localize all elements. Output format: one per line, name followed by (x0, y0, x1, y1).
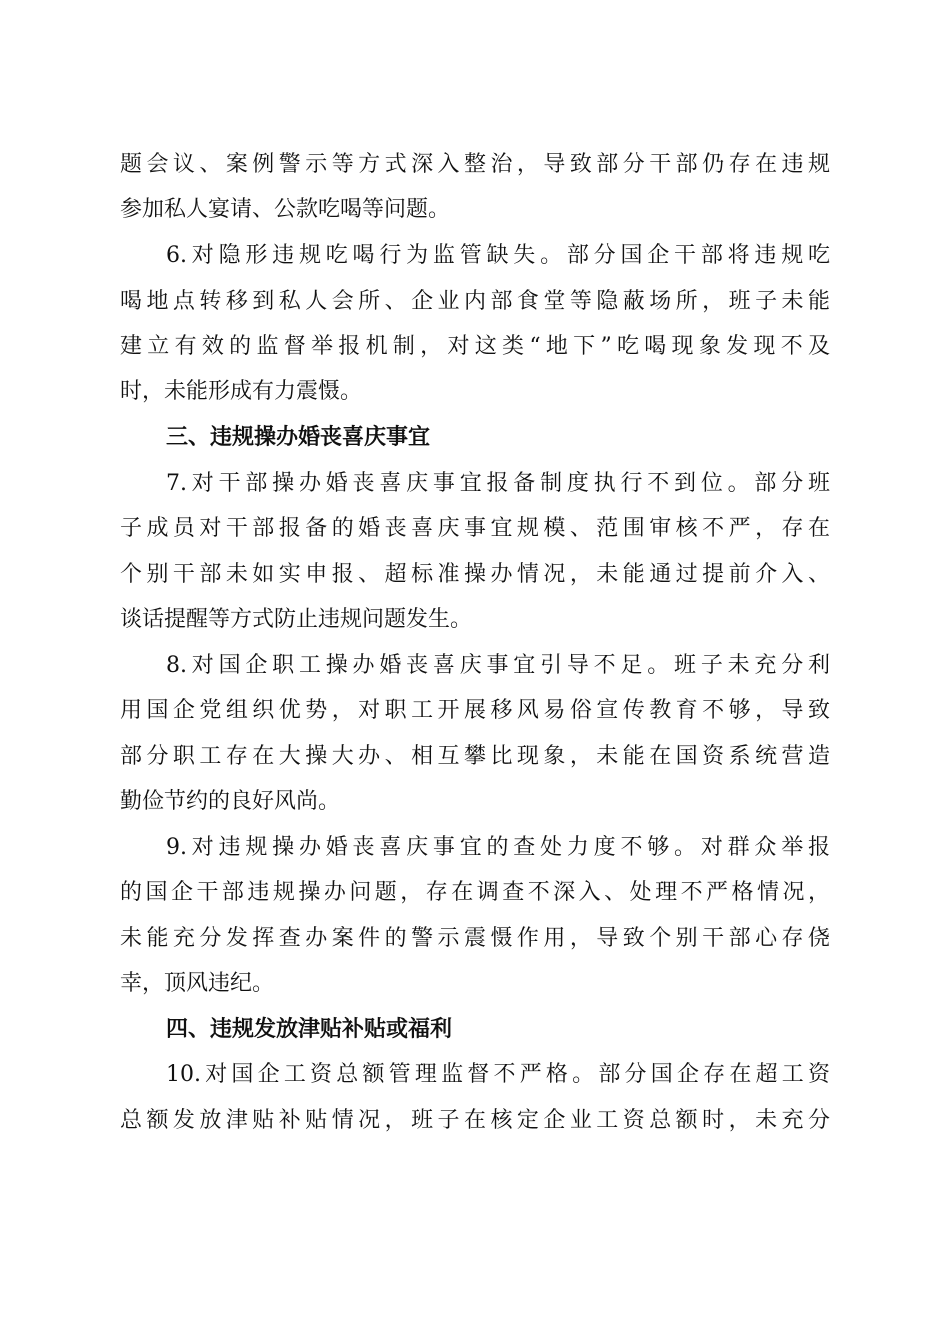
paragraph-8-first-line: 8.对国企职工操办婚丧喜庆事宜引导不足。班子未充分利 (166, 653, 830, 678)
body-text-line: 幸，顶风违纪。 (120, 971, 275, 996)
body-text-line: 勤俭节约的良好风尚。 (120, 789, 341, 814)
body-text-line: 部分职工存在大操大办、相互攀比现象，未能在国资系统营造 (120, 744, 830, 769)
body-text-line: 建立有效的监督举报机制，对这类“地下”吃喝现象发现不及 (120, 334, 830, 359)
paragraph-6-first-line: 6.对隐形违规吃喝行为监管缺失。部分国企干部将违规吃 (166, 243, 830, 268)
body-text-line: 子成员对干部报备的婚丧喜庆事宜规模、范围审核不严，存在 (120, 516, 830, 541)
section-heading-3: 三、违规操办婚丧喜庆事宜 (166, 425, 431, 450)
paragraph-10-first-line: 10.对国企工资总额管理监督不严格。部分国企存在超工资 (166, 1062, 830, 1087)
body-text-line: 喝地点转移到私人会所、企业内部食堂等隐蔽场所，班子未能 (120, 289, 830, 314)
body-text-line: 未能充分发挥查办案件的警示震慑作用，导致个别干部心存侥 (120, 926, 830, 951)
paragraph-9-first-line: 9.对违规操办婚丧喜庆事宜的查处力度不够。对群众举报 (166, 835, 830, 860)
body-text-line: 总额发放津贴补贴情况，班子在核定企业工资总额时，未充分 (120, 1108, 830, 1133)
body-text-line: 的国企干部违规操办问题，存在调查不深入、处理不严格情况， (120, 880, 830, 905)
body-text-line: 个别干部未如实申报、超标准操办情况，未能通过提前介入、 (120, 562, 830, 587)
paragraph-7-first-line: 7.对干部操办婚丧喜庆事宜报备制度执行不到位。部分班 (166, 471, 830, 496)
body-text-line: 参加私人宴请、公款吃喝等问题。 (120, 197, 451, 222)
body-text-line: 题会议、案例警示等方式深入整治，导致部分干部仍存在违规 (120, 152, 830, 177)
section-heading-4: 四、违规发放津贴补贴或福利 (166, 1017, 453, 1042)
body-text-line: 谈话提醒等方式防止违规问题发生。 (120, 607, 473, 632)
body-text-line: 用国企党组织优势，对职工开展移风易俗宣传教育不够，导致 (120, 698, 830, 723)
body-text-line: 时，未能形成有力震慑。 (120, 379, 363, 404)
